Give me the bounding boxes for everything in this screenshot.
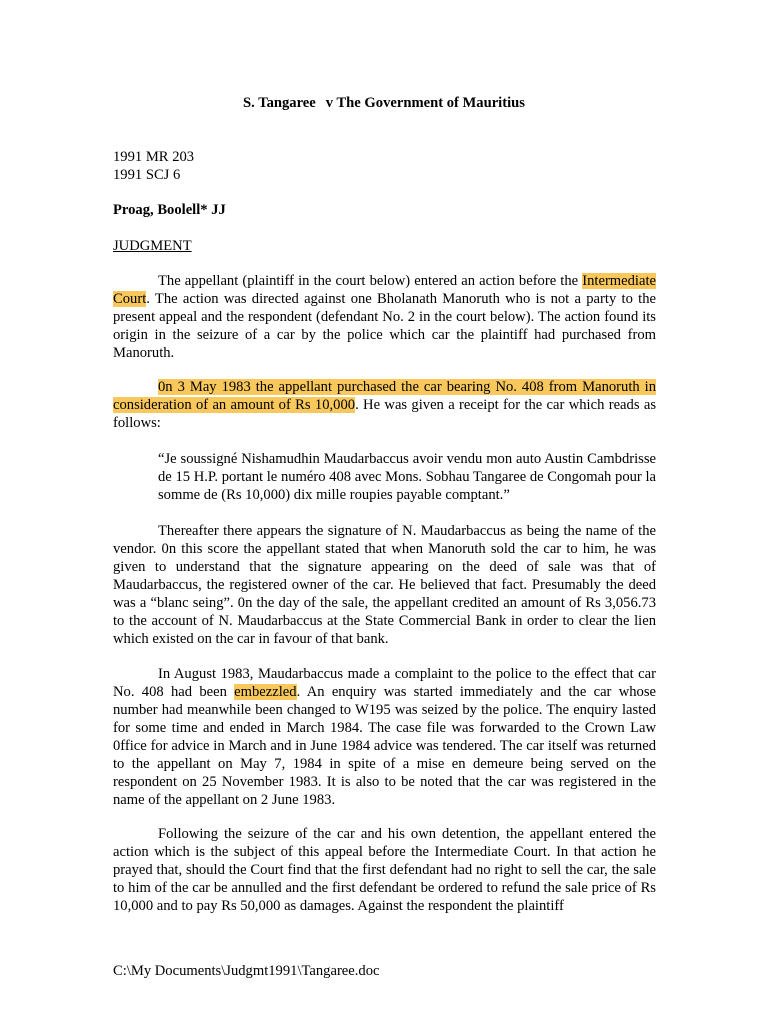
highlight-embezzled: embezzled: [234, 684, 297, 700]
file-path-footer: C:\My Documents\Judgmt1991\Tangaree.doc: [113, 963, 380, 979]
paragraph-1-text-b: . The action was directed against one Bholanath Manoruth who is not a party to the present appeal and the respondent (defendant No. 2 in the court below). The action found its origin in the seizure of a car by the police which car the plaintiff had purchased from Manoruth.: [113, 291, 656, 361]
paragraph-4: [113, 665, 656, 809]
case-title-party: S. Tangaree: [243, 95, 316, 111]
citations: [113, 148, 656, 184]
case-title: [0, 94, 768, 112]
citation-scj: 1991 SCJ 6: [113, 167, 181, 183]
paragraph-4-text-a: In August 1983, Maudarbaccus made a complaint to the police to the effect that car No. 408 had been: [113, 666, 656, 700]
highlight-intermediate-court: Intermediate Court: [113, 273, 656, 307]
highlight-purchase: 0n 3 May 1983 the appellant purchased the car bearing No. 408 from Manoruth in consideration of an amount of Rs 10,000: [113, 379, 656, 413]
judges-line: Proag, Boolell* JJ: [113, 202, 226, 218]
judgment-heading: JUDGMENT: [113, 238, 192, 254]
receipt-quote: “Je soussigné Nishamudhin Maudarbaccus avoir vendu mon auto Austin Cambdrisse de 15 H.P. portant le numéro 408 avec Mons. Sobhau Tangaree de Congomah pour la somme de (Rs 10,000) dix mille roupies payable comptant.”: [158, 451, 656, 503]
paragraph-1: [113, 272, 656, 362]
citation-mr: 1991 MR 203: [113, 149, 195, 165]
paragraph-1-text-a: The appellant (plaintiff in the court below) entered an action before the: [158, 273, 583, 289]
paragraph-2-text-b: . He was given a receipt for the car which reads as follows:: [113, 397, 656, 431]
paragraph-5: Following the seizure of the car and his own detention, the appellant entered the action which is the subject of this appeal before the Intermediate Court. In that action he prayed that, should the Court find that the first defendant had no right to sell the car, the sale to him of the car be annulled and the first defendant be ordered to refund the sale price of Rs 10,000 and to pay Rs 50,000 as damages. Against the respondent the plaintiff: [113, 826, 656, 914]
case-title-versus: v The Government of Mauritius: [325, 95, 525, 111]
paragraph-3: Thereafter there appears the signature of N. Maudarbaccus as being the name of the vendor. 0n this score the appellant stated that when Manoruth sold the car to him, he was given to understand that the signature appearing on the deed of sale was that of Maudarbaccus, the registered owner of the car. He believed that fact. Presumably the deed was a “blanc seing”. 0n the day of the sale, the appellant credited an amount of Rs 3,056.73 to the account of N. Maudarbaccus at the State Commercial Bank in order to clear the lien which existed on the car in favour of that bank.: [113, 523, 656, 647]
paragraph-2: [113, 378, 656, 432]
paragraph-4-text-b: . An enquiry was started immediately and the car whose number had meanwhile been changed to W195 was seized by the police. The enquiry lasted for some time and ended in March 1984. The case file was forwarded to the Crown Law 0ffice for advice in March and in June 1984 advice was tendered. The car itself was returned to the appellant on May 7, 1984 in spite of a mise en demeure being served on the respondent on 25 November 1983. It is also to be noted that the car was registered in the name of the appellant on 2 June 1983.: [113, 684, 656, 808]
